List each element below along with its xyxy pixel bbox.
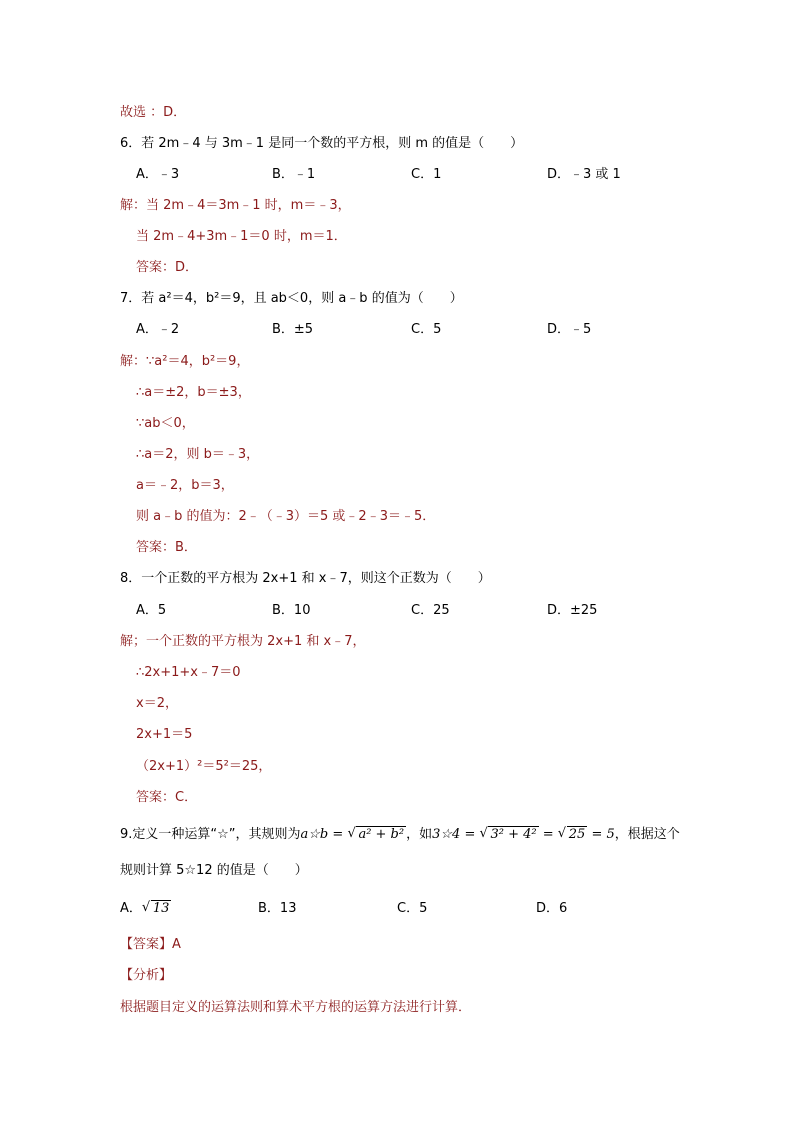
q6-answer: 答案：D． [136, 260, 199, 275]
q5-answer: 故选 ：D． [120, 105, 187, 120]
q9-rule-equals: = [328, 827, 348, 842]
q6-option-d: D．﹣3 或 1 [547, 167, 621, 182]
q6-option-c: C．1 [411, 167, 442, 182]
q8-solution-line: 解；一个正数的平方根为 2x+1 和 x﹣7， [120, 634, 366, 649]
q7-option-c: C．5 [411, 322, 442, 337]
q7-solution-line: ∵ab＜0， [136, 416, 195, 431]
q8-question: 8．一个正数的平方根为 2x+1 和 x﹣7，则这个正数为（ ） [120, 571, 491, 586]
q8-option-b: B．10 [272, 603, 311, 618]
q9-rule-sqrt [347, 826, 406, 844]
q7-option-b: B．±5 [272, 322, 314, 337]
q9-option-a-label: A． [120, 901, 142, 916]
q6-solution-line: 当 2m﹣4+3m﹣1＝0 时，m＝1． [136, 229, 347, 244]
sqrt-icon: √ [479, 826, 488, 841]
q9-option-a-radicand: 13 [152, 901, 170, 916]
q7-option-a: A．﹣2 [136, 322, 180, 337]
q9-option-c: C．5 [397, 901, 428, 916]
q8-solution-line: ∴2x+1+x﹣7＝0 [136, 665, 241, 680]
q9-analysis-title: 【分析】 [120, 968, 173, 983]
q9-example-radicand: 3² + 4² [490, 827, 537, 842]
q7-solution-line: ∴a＝±2，b＝±3， [136, 385, 251, 400]
q9-question-part: ，如 [406, 827, 433, 842]
q9-rule-radicand: a² + b² [358, 827, 405, 842]
q9-question-part: ，根据这个 [614, 827, 680, 842]
q8-solution-line: 2x+1＝5 [136, 727, 193, 742]
q7-answer: 答案：B． [136, 540, 197, 555]
q9-answer: 【答案】A [120, 937, 181, 952]
q9-option-b: B．13 [258, 901, 297, 916]
q9-example-lhs: 3☆4 [432, 827, 461, 842]
q8-answer: 答案：C． [136, 790, 198, 805]
q7-solution-line: a＝﹣2，b＝3， [136, 478, 234, 493]
q8-solution-line: x＝2， [136, 696, 178, 711]
q9-question-line2: 规则计算 5☆12 的值是（ ） [120, 863, 308, 878]
q9-option-a-sqrt [142, 900, 172, 918]
sqrt-icon: √ [141, 900, 151, 915]
q9-rule-lhs: a☆b [300, 827, 329, 842]
q9-example-sqrt [558, 826, 588, 844]
q6-solution-line: 解：当 2m﹣4＝3m﹣1 时，m＝﹣3， [120, 198, 351, 213]
sqrt-icon: √ [557, 826, 567, 841]
q6-option-b: B．﹣1 [272, 167, 316, 182]
q6-question: 6．若 2m﹣4 与 3m﹣1 是同一个数的平方根，则 m 的值是（ ） [120, 136, 524, 151]
q7-question: 7．若 a²＝4，b²＝9，且 ab＜0，则 a﹣b 的值为（ ） [120, 291, 463, 306]
q8-option-d: D．±25 [547, 603, 598, 618]
q7-solution-line: 解：∵a²＝4，b²＝9， [120, 354, 250, 369]
q9-question-part: 9.定义一种运算“☆”，其规则为 [120, 827, 301, 842]
q9-example-result: 5 [606, 827, 615, 842]
q9-question: 9.定义一种运算“☆”，其规则为a☆b = √ a² + b² ，如3☆4 = √ 3² + 4² = √ 25 = 5，根据这个 [120, 826, 680, 842]
sqrt-icon: √ [347, 826, 356, 841]
q9-example-sqrt [479, 826, 538, 844]
q8-solution-line: （2x+1）²＝5²＝25， [136, 759, 272, 774]
q9-option-a [120, 900, 171, 918]
q7-option-d: D．﹣5 [547, 322, 592, 337]
q9-analysis-text: 根据题目定义的运算法则和算术平方根的运算方法进行计算． [120, 1000, 472, 1015]
q7-solution-line: ∴a＝2，则 b＝﹣3， [136, 447, 260, 462]
q9-example-radicand: 25 [568, 827, 586, 842]
q8-option-c: C．25 [411, 603, 450, 618]
q7-solution-line: 则 a﹣b 的值为：2﹣（﹣3）＝5 或﹣2﹣3＝﹣5． [136, 509, 436, 524]
q6-option-a: A．﹣3 [136, 167, 180, 182]
q8-option-a: A．5 [136, 603, 167, 618]
q9-option-d: D．6 [536, 901, 568, 916]
